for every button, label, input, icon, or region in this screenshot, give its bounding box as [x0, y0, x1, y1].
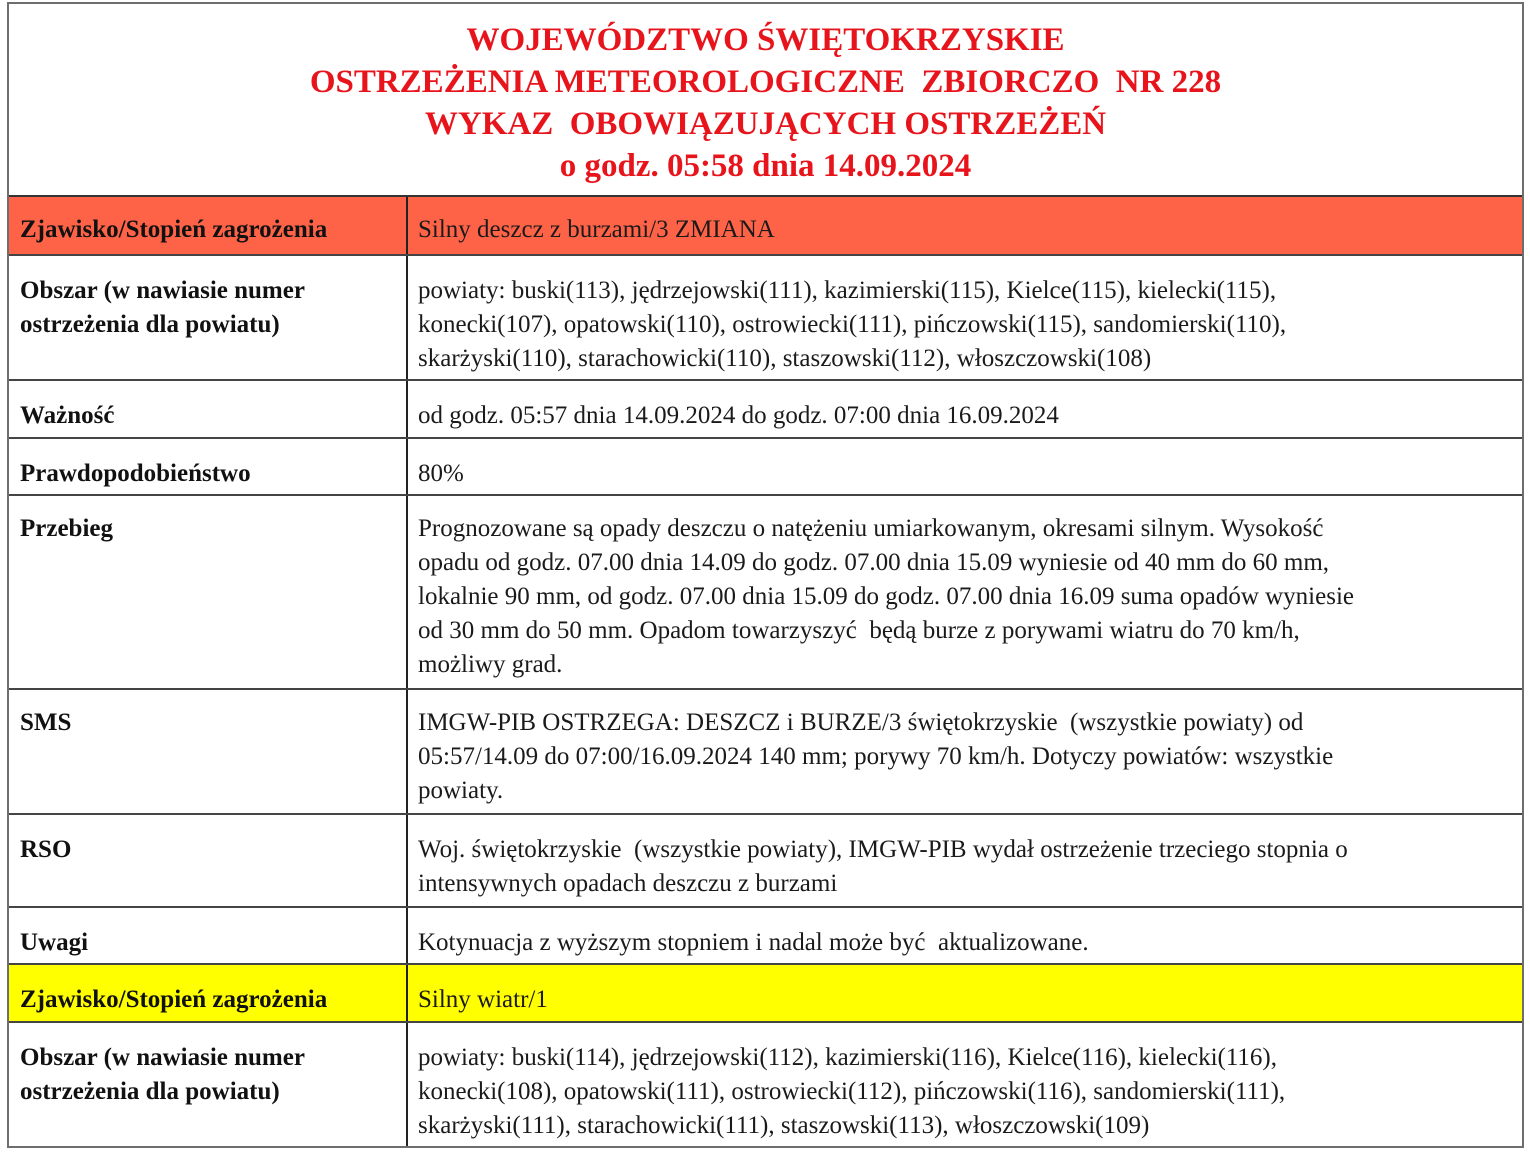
- probability-value: 80%: [407, 438, 1522, 495]
- header-issue-time: o godz. 05:58 dnia 14.09.2024: [559, 147, 972, 184]
- sms-value: IMGW-PIB OSTRZEGA: DESZCZ i BURZE/3 świętokrzyskie (wszystkie powiaty) od 05:57/14.09 do 07:00/16.09.2024 140 mm; porywy 70 km/h. Dotyczy powiatów: wszystkie powiaty.: [407, 689, 1522, 814]
- warning-2-phenomenon-row: [9, 964, 1522, 1022]
- header-bulletin-title: OSTRZEŻENIA METEOROLOGICZNE ZBIORCZO NR 228: [309, 63, 1222, 100]
- rso-value: Woj. świętokrzyskie (wszystkie powiaty), IMGW-PIB wydał ostrzeżenie trzeciego stopnia o intensywnych opadach deszczu z burzami: [407, 814, 1522, 907]
- probability-label: Prawdopodobieństwo: [9, 438, 407, 495]
- area-value: powiaty: buski(114), jędrzejowski(112), kazimierski(116), Kielce(116), kielecki(116), konecki(108), opatowski(111), ostrowiecki(112), pińczowski(116), sandomierski(111), skarżyski(111), starachowicki(111), staszowski(113), włoszczowski(109): [407, 1022, 1522, 1146]
- course-value: Prognozowane są opady deszczu o natężeniu umiarkowanym, okresami silnym. Wysokość opadu od godz. 07.00 dnia 14.09 do godz. 07.00 dnia 15.09 wyniesie od 40 mm do 60 mm, lokalnie 90 mm, od godz. 07.00 dnia 15.09 do godz. 07.00 dnia 16.09 suma opadów wyniesie od 30 mm do 50 mm. Opadom towarzyszyć będą burze z porywami wiatru do 70 km/h, możliwy grad.: [407, 495, 1522, 689]
- phenomenon-label: Zjawisko/Stopień zagrożenia: [9, 964, 407, 1022]
- remarks-label: Uwagi: [9, 907, 407, 964]
- warning-1-validity-row: [9, 380, 1522, 438]
- remarks-value: Kotynuacja z wyższym stopniem i nadal może być aktualizowane.: [407, 907, 1522, 964]
- phenomenon-value: Silny wiatr/1: [407, 964, 1522, 1022]
- warning-1-course-row: [9, 495, 1522, 689]
- header-list-title: WYKAZ OBOWIĄZUJĄCYCH OSTRZEŻEŃ: [424, 105, 1107, 142]
- rso-label: RSO: [9, 814, 407, 907]
- warnings-table: [9, 197, 1522, 1146]
- warning-2-area-row: [9, 1022, 1522, 1146]
- area-value: powiaty: buski(113), jędrzejowski(111), kazimierski(115), Kielce(115), kielecki(115), konecki(107), opatowski(110), ostrowiecki(111), pińczowski(115), sandomierski(110), skarżyski(110), starachowicki(110), staszowski(112), włoszczowski(108): [407, 255, 1522, 380]
- document-header: [9, 4, 1522, 197]
- warning-1-rso-row: [9, 814, 1522, 907]
- sms-label: SMS: [9, 689, 407, 814]
- warning-1-remarks-row: [9, 907, 1522, 964]
- warning-1-probability-row: [9, 438, 1522, 495]
- warning-1-sms-row: [9, 689, 1522, 814]
- area-label: Obszar (w nawiasie numer ostrzeżenia dla powiatu): [9, 1022, 407, 1146]
- area-label: Obszar (w nawiasie numer ostrzeżenia dla powiatu): [9, 255, 407, 380]
- course-label: Przebieg: [9, 495, 407, 689]
- warning-1-area-row: [9, 255, 1522, 380]
- phenomenon-label: Zjawisko/Stopień zagrożenia: [9, 197, 407, 255]
- warning-1-phenomenon-row: [9, 197, 1522, 255]
- warnings-document: [7, 2, 1524, 1148]
- validity-value: od godz. 05:57 dnia 14.09.2024 do godz. 07:00 dnia 16.09.2024: [407, 380, 1522, 438]
- header-region-title: WOJEWÓDZTWO ŚWIĘTOKRZYSKIE: [466, 21, 1065, 58]
- phenomenon-value: Silny deszcz z burzami/3 ZMIANA: [407, 197, 1522, 255]
- validity-label: Ważność: [9, 380, 407, 438]
